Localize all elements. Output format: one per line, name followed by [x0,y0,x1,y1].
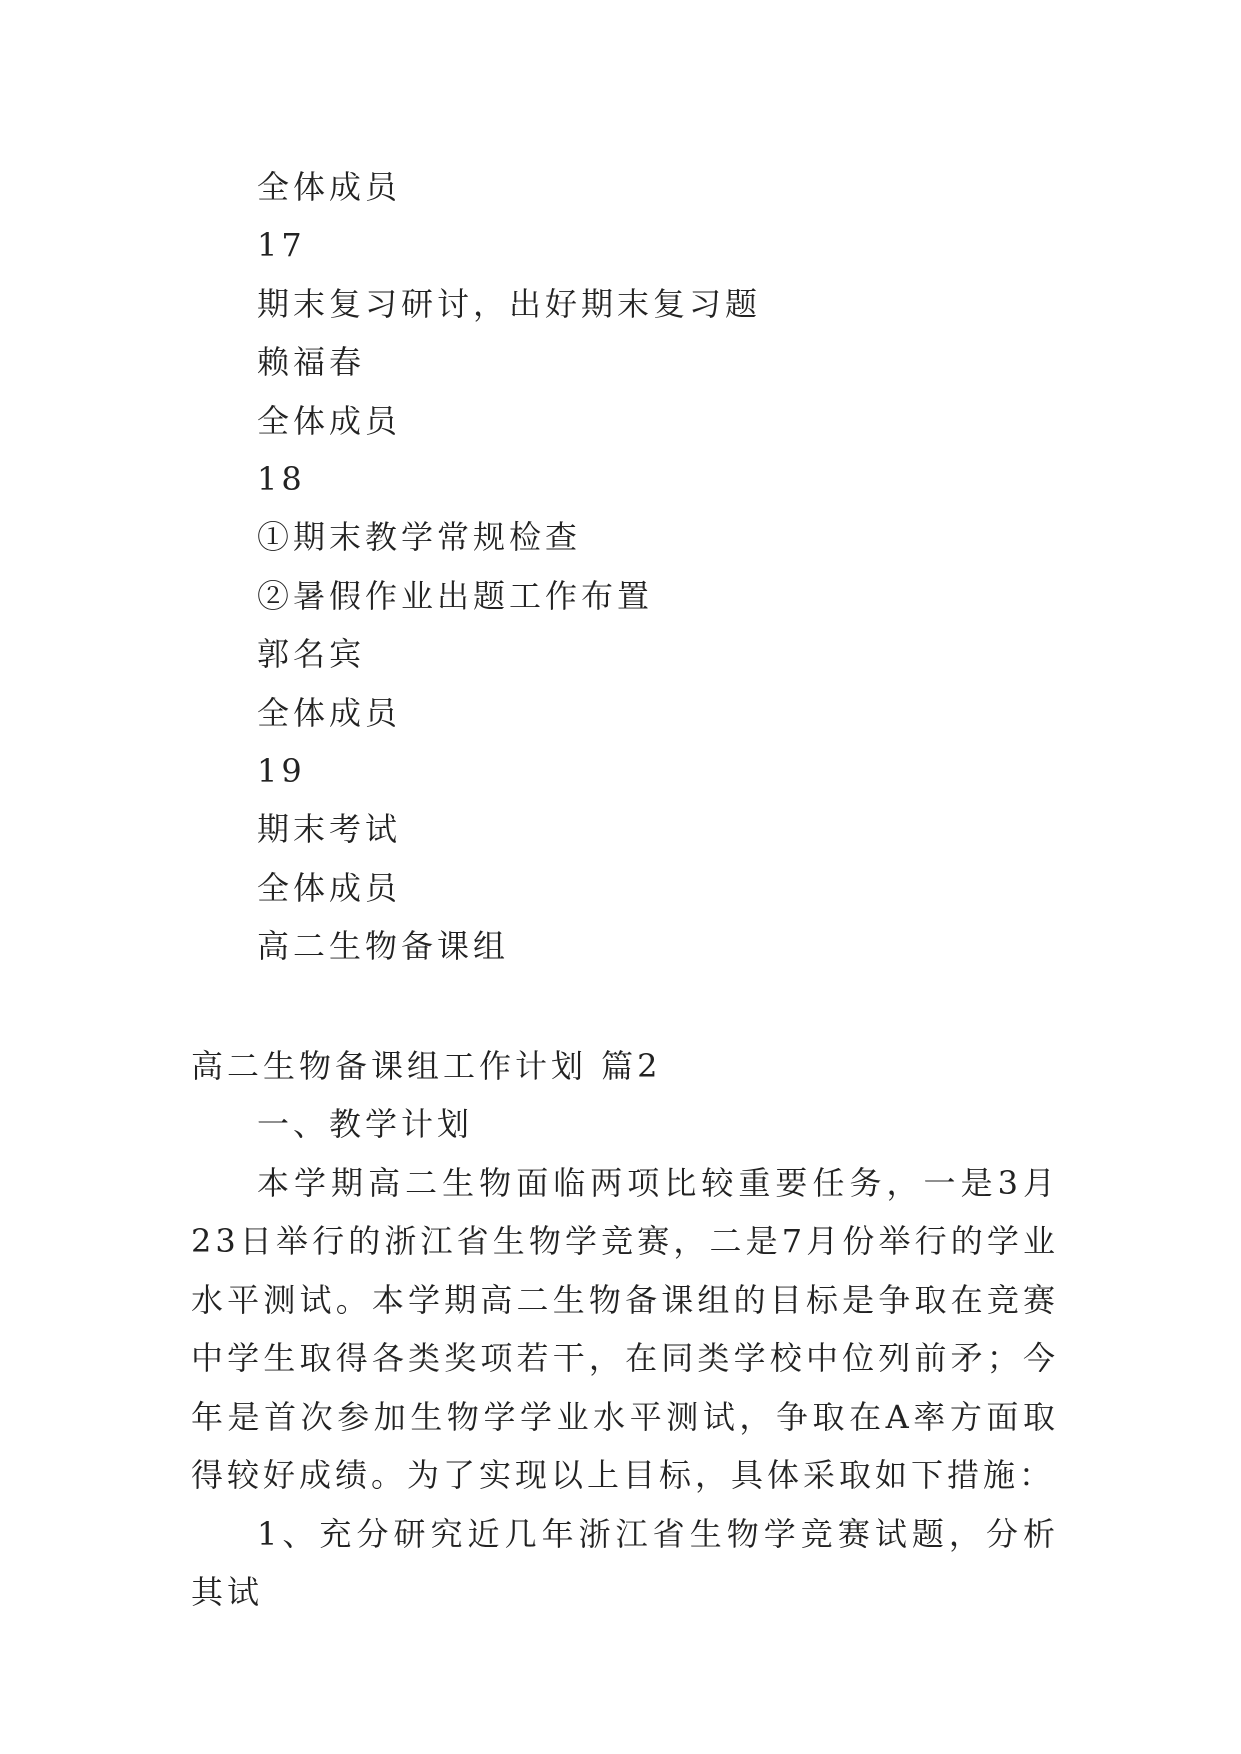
table-cell: 19 [257,751,306,790]
table-cell: 17 [257,226,306,265]
table-cell: 全体成员 [257,868,402,907]
paragraph: 1、充分研究近几年浙江省生物学竞赛试题，分析其试 [191,1515,1059,1612]
table-cell: ②暑假作业出题工作布置 [257,576,654,615]
table-cell: 18 [257,459,306,498]
table-cell: 全体成员 [257,168,402,206]
table-cell: 赖福春 [257,343,366,382]
table-cell: ①期末教学常规检查 [257,518,582,557]
paragraph: 本学期高二生物面临两项比较重要任务，一是3月23日举行的浙江省生物学竞赛，二是7月份举行的学业水平测试。本学期高二生物备课组的目标是争取在竞赛中学生取得各类奖项若干，在同类学校中位列前矛；今年是首次参加生物学学业水平测试，争取在A率方面取得较好成绩。为了实现以上目标，具体采取如下措施： [191,1164,1059,1495]
article-heading: 高二生物备课组工作计划 篇2 [191,1047,662,1085]
table-cell: 郭名宾 [257,635,366,674]
section-title: 一、教学计划 [257,1105,474,1143]
table-cell: 期末考试 [257,810,402,849]
table-cell: 高二生物备课组 [257,927,510,966]
schedule-table-cells [257,158,761,975]
table-cell: 全体成员 [257,401,402,440]
table-cell: 全体成员 [257,693,402,732]
table-cell: 期末复习研讨，出好期末复习题 [257,284,762,323]
